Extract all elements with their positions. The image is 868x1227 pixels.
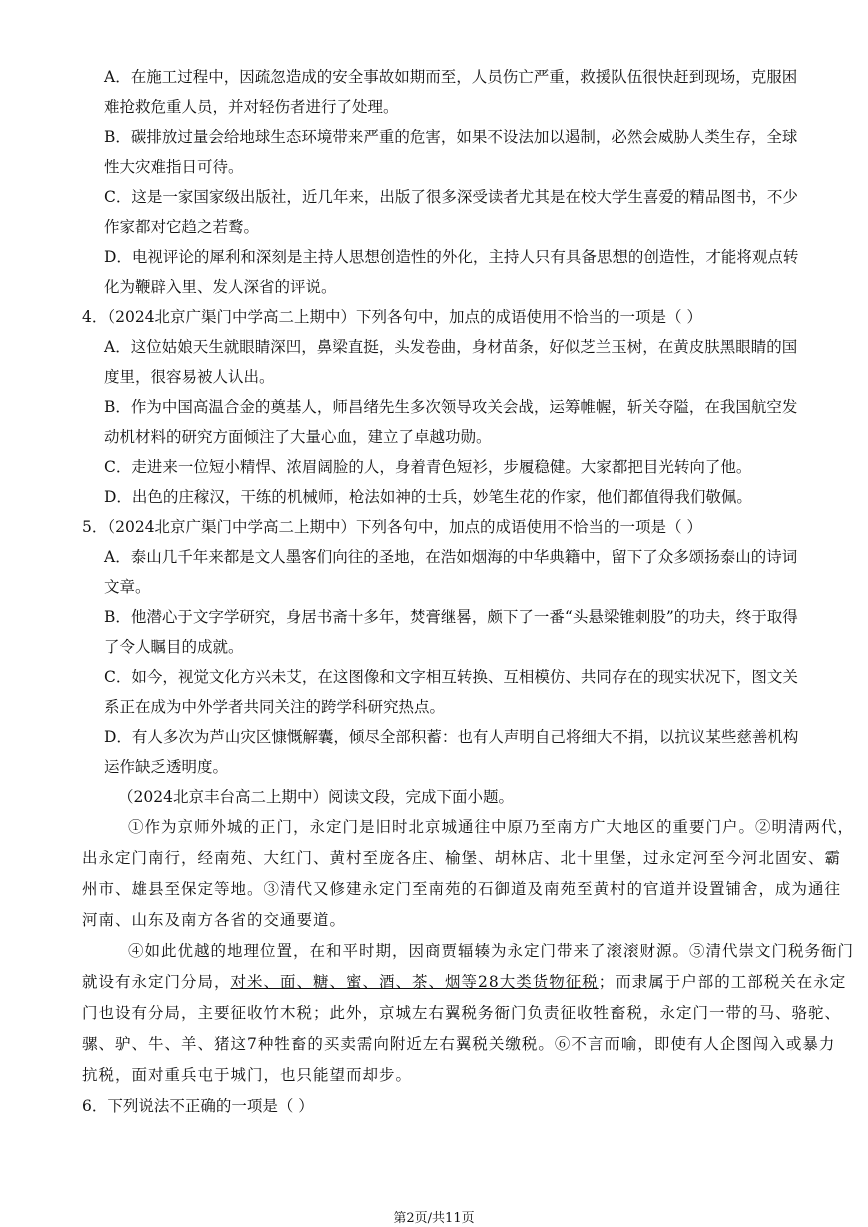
passage-p1-line4: 河南、山东及南方各省的交通要道。	[82, 911, 347, 929]
passage-underlined-phrase: 对米、面、糖、蜜、酒、茶、烟等28大类货物征税	[230, 973, 599, 991]
passage-p2-line5: 抗税，面对重兵屯于城门，也只能望而却步。	[82, 1066, 413, 1084]
q3-option-c-line1: C．这是一家国家级出版社，近几年来，出版了很多深受读者尤其是在校大学生喜爱的精品图书，不少	[104, 188, 798, 206]
q3-option-b-line1: B．碳排放过量会给地球生态环境带来严重的危害，如果不设法加以遏制，必然会威胁人类生存，全球	[104, 128, 798, 146]
q6-stem: 6．下列说法不正确的一项是（ ）	[82, 1097, 314, 1115]
q5-option-b-line2: 了令人瞩目的成就。	[104, 638, 244, 656]
passage-p2-line1: ④如此优越的地理位置，在和平时期，因商贾辐辏为永定门带来了滚滚财源。⑤清代崇文门税务衙门	[128, 942, 855, 960]
q4-option-a-line2: 度里，很容易被人认出。	[104, 368, 275, 386]
q3-option-b-line2: 性大灾难指日可待。	[104, 158, 244, 176]
q5-stem: 5．（2024北京广渠门中学高二上期中）下列各句中，加点的成语使用不恰当的一项是（ ）	[82, 518, 702, 536]
q5-option-b-line1: B．他潜心于文字学研究，身居书斋十多年，焚膏继晷，颇下了一番“头悬梁锥刺股”的功夫，终于取得	[104, 608, 798, 626]
page-number: 第2页/共11页	[393, 1211, 475, 1226]
passage-p2-line4: 骡、驴、牛、羊、猪这7种牲畜的买卖需向附近左右翼税关缴税。⑥不言而喻，即使有人企图闯入或暴力	[82, 1035, 836, 1053]
q3-option-d-line1: D．电视评论的犀利和深刻是主持人思想创造性的外化，主持人只有具备思想的创造性，才能将观点转	[104, 248, 799, 266]
q5-option-d-line1: D．有人多次为芦山灾区慷慨解囊，倾尽全部积蓄：也有人声明自己将细大不捐，以抗议某些慈善机构	[104, 728, 799, 746]
passage-p2-line2-end: ；而隶属于户部的工部税关在永定	[598, 973, 847, 991]
q3-option-c-line2: 作家都对它趋之若鹜。	[104, 218, 260, 236]
passage-p1-line1: ①作为京师外城的正门，永定门是旧时北京城通往中原乃至南方广大地区的重要门户。②明清两代，	[128, 818, 855, 836]
passage-p2-line3: 门也设有分局，主要征收竹木税；此外，京城左右翼税务衙门负责征收牲畜税，永定门一带的马、骆驼、	[82, 1004, 842, 1022]
passage-intro: （2024北京丰台高二上期中）阅读文段，完成下面小题。	[118, 788, 514, 806]
passage-p1-line2: 出永定门南行，经南苑、大红门、黄村至庞各庄、榆堡、胡林店、北十里堡，过永定河至今河北固安、霸	[82, 849, 842, 867]
q4-option-d: D．出色的庄稼汉，干练的机械师，枪法如神的士兵，妙笔生花的作家，他们都值得我们敬佩。	[104, 488, 752, 506]
q5-option-a-line2: 文章。	[104, 578, 151, 596]
q4-option-c: C．走进来一位短小精悍、浓眉阔脸的人，身着青色短衫，步履稳健。大家都把目光转向了他。	[104, 458, 752, 476]
q4-option-b-line1: B．作为中国高温合金的奠基人，师昌绪先生多次领导攻关会战，运筹帷幄，斩关夺隘，在我国航空发	[104, 398, 798, 416]
q5-option-d-line2: 运作缺乏透明度。	[104, 758, 229, 776]
q3-option-d-line2: 化为鞭辟入里、发人深省的评说。	[104, 278, 337, 296]
q5-option-c-line2: 系正在成为中外学者共同关注的跨学科研究热点。	[104, 698, 446, 716]
q5-option-a-line1: A．泰山几千年来都是文人墨客们向往的圣地，在浩如烟海的中华典籍中，留下了众多颂扬泰山的诗词	[104, 548, 798, 566]
q4-option-a-line1: A．这位姑娘天生就眼睛深凹，鼻梁直挺，头发卷曲，身材苗条，好似芝兰玉树，在黄皮肤黑眼睛的国	[104, 338, 798, 356]
q3-option-a-line1: A．在施工过程中，因疏忽造成的安全事故如期而至，人员伤亡严重，救援队伍很快赶到现场，克服困	[104, 68, 798, 86]
q4-option-b-line2: 动机材料的研究方面倾注了大量心血，建立了卓越功勋。	[104, 428, 492, 446]
passage-p2-line2-start: 就设有永定门分局，	[82, 973, 231, 991]
passage-p1-line3: 州市、雄县至保定等地。③清代又修建永定门至南苑的石御道及南苑至黄村的官道并设置铺舍，成为通往	[82, 880, 842, 898]
q3-option-a-line2: 难抢救危重人员，并对轻伤者进行了处理。	[104, 98, 399, 116]
passage-p2-line2	[82, 972, 846, 992]
q4-stem: 4．（2024北京广渠门中学高二上期中）下列各句中，加点的成语使用不恰当的一项是（ ）	[82, 308, 702, 326]
q5-option-c-line1: C．如今，视觉文化方兴未艾，在这图像和文字相互转换、互相模仿、共同存在的现实状况下，图文关	[104, 668, 798, 686]
